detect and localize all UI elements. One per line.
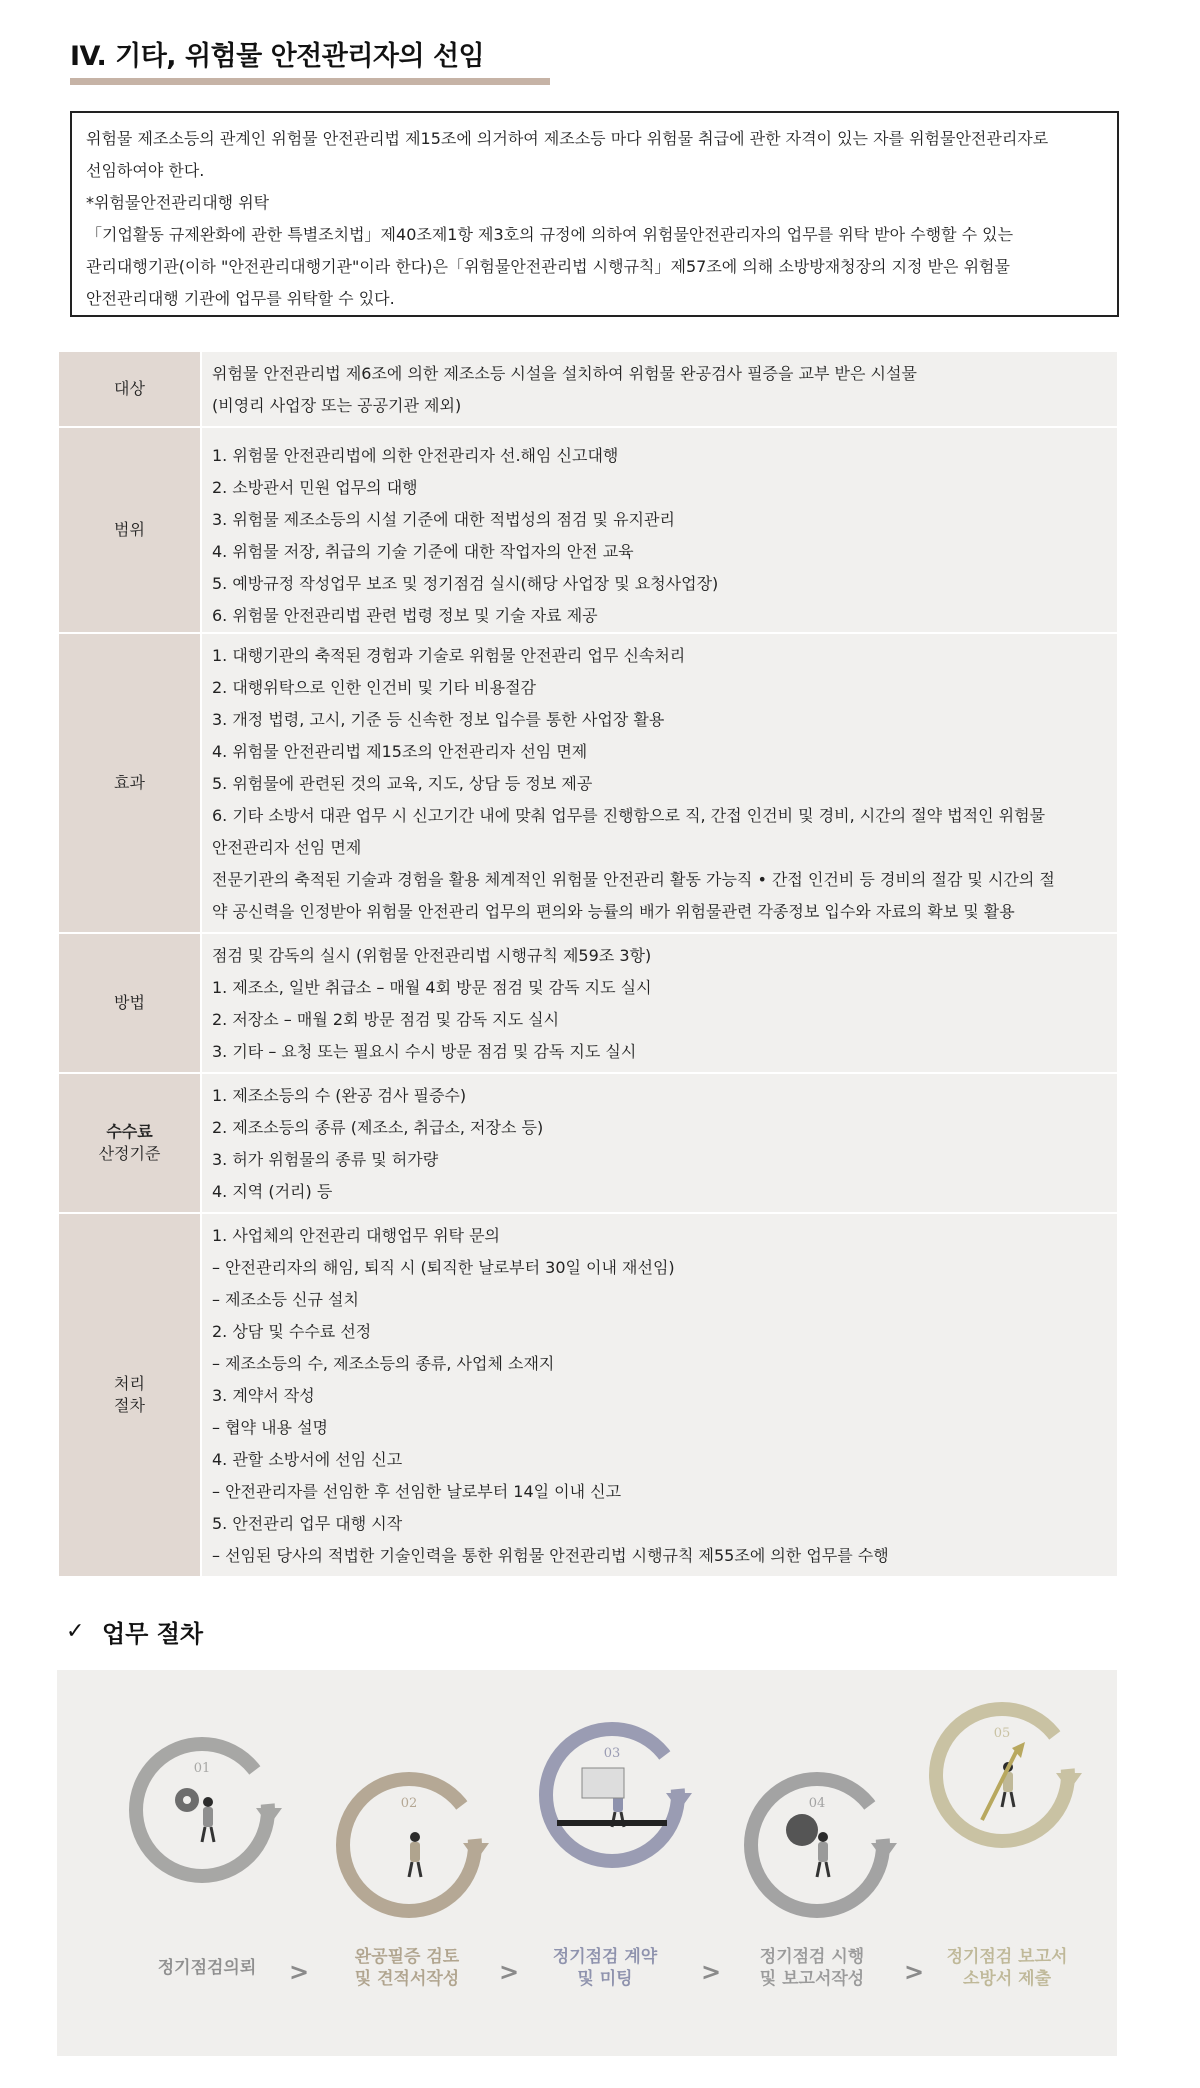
content-line: 3. 개정 법령, 고시, 기준 등 신속한 정보 입수를 통한 사업장 활용 bbox=[212, 710, 665, 729]
step-ring-gap bbox=[665, 1755, 678, 1789]
figure-leg-icon bbox=[211, 1827, 214, 1842]
checkmark-icon: ✓ bbox=[66, 1619, 85, 1644]
content-line: (비영리 사업장 또는 공공기관 제외) bbox=[212, 396, 462, 415]
figure-leg-icon bbox=[826, 1862, 829, 1877]
gear-hole-icon bbox=[183, 1796, 191, 1804]
content-line: 2. 상담 및 수수료 선정 bbox=[212, 1322, 372, 1341]
intro-line: 「기업활동 규제완화에 관한 특별조치법」제40조제1항 제3호의 규정에 의하여 위험물안전관리자의 업무를 위탁 받아 수행할 수 있는 bbox=[86, 225, 1014, 244]
step-label: 정기점검 시행 bbox=[759, 1947, 865, 1967]
step-label: 정기점검 보고서 bbox=[946, 1947, 1068, 1967]
content-line: 4. 지역 (거리) 등 bbox=[212, 1182, 333, 1201]
content-line: 안전관리자 선임 면제 bbox=[212, 838, 362, 857]
page-title: IV. 기타, 위험물 안전관리자의 선임 bbox=[70, 41, 485, 72]
figure-leg-icon bbox=[418, 1862, 421, 1877]
content-line: 6. 기타 소방서 대관 업무 시 신고기간 내에 맞춰 업무를 진행함으로 직, 간접 인건비 및 경비, 시간의 절약 법적인 위험물 bbox=[212, 806, 1046, 825]
intro-line: 위험물 제조소등의 관계인 위험물 안전관리법 제15조에 의거하여 제조소등 마다 위험물 취급에 관한 자격이 있는 자를 위험물안전관리자로 bbox=[86, 129, 1049, 148]
row-label-line: 산정기준 bbox=[98, 1144, 161, 1163]
figure-leg-icon bbox=[1002, 1792, 1005, 1807]
content-line: 5. 안전관리 업무 대행 시작 bbox=[212, 1514, 403, 1533]
content-line: 전문기관의 축적된 기술과 경험을 활용 체계적인 위험물 안전관리 활동 가능직 • 간접 인건비 등 경비의 절감 및 시간의 절 bbox=[212, 870, 1055, 889]
process-step-01 bbox=[136, 1744, 282, 1978]
step-number: 03 bbox=[603, 1746, 621, 1761]
chevron-right-icon: > bbox=[288, 1958, 310, 1986]
content-line: 3. 허가 위험물의 종류 및 허가량 bbox=[212, 1150, 439, 1169]
content-line: 1. 대행기관의 축적된 경험과 기술로 위험물 안전관리 업무 신속처리 bbox=[212, 646, 686, 665]
content-line: 5. 위험물에 관련된 것의 교육, 지도, 상담 등 정보 제공 bbox=[212, 774, 593, 793]
process-panel bbox=[57, 1670, 1117, 2056]
intro-box bbox=[70, 111, 1119, 317]
section-heading-text: 업무 절차 bbox=[102, 1620, 204, 1648]
content-line: 2. 저장소 – 매월 2회 방문 점검 및 감독 지도 실시 bbox=[212, 1010, 560, 1029]
row-label-line: 절차 bbox=[114, 1396, 145, 1415]
content-line: 1. 제조소, 일반 취급소 – 매월 4회 방문 점검 및 감독 지도 실시 bbox=[212, 978, 652, 997]
content-line: 2. 소방관서 민원 업무의 대행 bbox=[212, 478, 418, 497]
figure-body-icon bbox=[410, 1842, 420, 1862]
content-line: 2. 대행위탁으로 인한 인건비 및 기타 비용절감 bbox=[212, 678, 536, 697]
section-heading bbox=[66, 1614, 203, 1649]
row-content bbox=[200, 1214, 1117, 1576]
step-label: 및 보고서작성 bbox=[759, 1969, 865, 1989]
step-label: 정기점검 계약 bbox=[552, 1947, 658, 1967]
step-label: 정기점검의뢰 bbox=[157, 1958, 257, 1978]
figure-leg-icon bbox=[202, 1827, 205, 1842]
content-line: 위험물 안전관리법 제6조에 의한 제조소등 시설을 설치하여 위험물 완공검사 필증을 교부 받은 시설물 bbox=[212, 364, 917, 383]
step-ring-gap bbox=[1055, 1735, 1068, 1769]
row-label bbox=[59, 1074, 200, 1212]
step-ring-gap bbox=[462, 1805, 475, 1839]
content-line: – 제조소등의 수, 제조소등의 종류, 사업체 소재지 bbox=[212, 1354, 555, 1373]
content-line: 3. 기타 – 요청 또는 필요시 수시 방문 점검 및 감독 지도 실시 bbox=[212, 1042, 637, 1061]
content-line: 약 공신력을 인정받아 위험물 안전관리 업무의 편의와 능률의 배가 위험물관련 각종정보 입수와 자료의 확보 및 활용 bbox=[212, 902, 1015, 921]
content-line: 4. 위험물 저장, 취급의 기술 기준에 대한 작업자의 안전 교육 bbox=[212, 542, 634, 561]
content-line: 1. 제조소등의 수 (완공 검사 필증수) bbox=[212, 1086, 467, 1105]
intro-line: 선임하여야 한다. bbox=[86, 161, 205, 180]
row-label-line: 처리 bbox=[114, 1374, 145, 1393]
info-table bbox=[59, 352, 1117, 1578]
step-ring-gap bbox=[870, 1805, 883, 1839]
table-row-target bbox=[59, 352, 1117, 428]
row-label: 방법 bbox=[59, 934, 200, 1072]
process-step-04 bbox=[751, 1779, 897, 1989]
content-line: 점검 및 감독의 실시 (위험물 안전관리법 시행규칙 제59조 3항) bbox=[212, 946, 652, 965]
row-content bbox=[200, 634, 1117, 932]
step-number: 01 bbox=[193, 1761, 211, 1776]
content-line: – 선임된 당사의 적법한 기술인력을 통한 위험물 안전관리법 시행규칙 제55조에 의한 업무를 수행 bbox=[212, 1546, 889, 1565]
process-step-05 bbox=[936, 1709, 1082, 1989]
row-content bbox=[200, 934, 1117, 1072]
figure-head-icon bbox=[203, 1797, 213, 1807]
content-line: – 안전관리자를 선임한 후 선임한 날로부터 14일 이내 신고 bbox=[212, 1482, 622, 1501]
figure-body-icon bbox=[818, 1842, 828, 1862]
step-label: 완공필증 검토 bbox=[354, 1947, 460, 1967]
content-line: – 안전관리자의 해임, 퇴직 시 (퇴직한 날로부터 30일 이내 재선임) bbox=[212, 1258, 675, 1277]
step-ring-gap bbox=[255, 1770, 268, 1804]
figure-head-icon bbox=[410, 1832, 420, 1842]
intro-line: *위험물안전관리대행 위탁 bbox=[86, 193, 270, 212]
content-line: 3. 위험물 제조소등의 시설 기준에 대한 적법성의 점검 및 유지관리 bbox=[212, 510, 675, 529]
row-content bbox=[200, 428, 1117, 632]
chevron-right-icon: > bbox=[498, 1958, 520, 1986]
row-content bbox=[200, 352, 1117, 426]
desk-icon bbox=[557, 1820, 667, 1826]
content-line: 1. 사업체의 안전관리 대행업무 위탁 문의 bbox=[212, 1226, 500, 1245]
row-label: 대상 bbox=[59, 352, 200, 426]
content-line: 4. 위험물 안전관리법 제15조의 안전관리자 선임 면제 bbox=[212, 742, 588, 761]
content-line: 6. 위험물 안전관리법 관련 법령 정보 및 기술 자료 제공 bbox=[212, 606, 598, 625]
row-label-line: 수수료 bbox=[106, 1122, 153, 1141]
step-label: 소방서 제출 bbox=[962, 1969, 1052, 1989]
process-step-02 bbox=[343, 1779, 489, 1989]
table-row-fee bbox=[59, 1074, 1117, 1214]
row-label: 효과 bbox=[59, 634, 200, 932]
figure-leg-icon bbox=[1011, 1792, 1014, 1807]
content-line: 1. 위험물 안전관리법에 의한 안전관리자 선.해임 신고대행 bbox=[212, 446, 619, 465]
step-label: 및 견적서작성 bbox=[354, 1969, 460, 1989]
monitor-icon bbox=[582, 1768, 624, 1798]
process-diagram bbox=[57, 1670, 1117, 2056]
intro-line: 관리대행기관(이하 "안전관리대행기관"이라 한다)은「위험물안전관리법 시행규칙」제57조에 의해 소방방재청장의 지정 받은 위험물 bbox=[86, 257, 1010, 276]
table-row-effects bbox=[59, 634, 1117, 934]
row-label: 범위 bbox=[59, 428, 200, 632]
figure-leg-icon bbox=[409, 1862, 412, 1877]
boulder-icon bbox=[786, 1814, 818, 1846]
figure-body-icon bbox=[203, 1807, 213, 1827]
figure-leg-icon bbox=[817, 1862, 820, 1877]
intro-line: 안전관리대행 기관에 업무를 위탁할 수 있다. bbox=[86, 289, 395, 308]
content-line: – 제조소등 신규 설치 bbox=[212, 1290, 359, 1309]
content-line: 2. 제조소등의 종류 (제조소, 취급소, 저장소 등) bbox=[212, 1118, 544, 1137]
content-line: 5. 예방규정 작성업무 보조 및 정기점검 실시(해당 사업장 및 요청사업장) bbox=[212, 574, 719, 593]
table-row-method bbox=[59, 934, 1117, 1074]
step-label: 및 미팅 bbox=[577, 1969, 633, 1989]
chevron-right-icon: > bbox=[700, 1958, 722, 1986]
step-number: 04 bbox=[808, 1796, 826, 1811]
figure-head-icon bbox=[818, 1832, 828, 1842]
step-number: 02 bbox=[400, 1796, 418, 1811]
content-line: – 협약 내용 설명 bbox=[212, 1418, 328, 1437]
content-line: 4. 관할 소방서에 선임 신고 bbox=[212, 1450, 403, 1469]
content-line: 3. 계약서 작성 bbox=[212, 1386, 315, 1405]
table-row-scope bbox=[59, 428, 1117, 634]
chevron-right-icon: > bbox=[903, 1958, 925, 1986]
title-underline bbox=[70, 78, 550, 85]
row-label bbox=[59, 1214, 200, 1576]
step-number: 05 bbox=[993, 1726, 1011, 1741]
row-content bbox=[200, 1074, 1117, 1212]
table-row-procedure bbox=[59, 1214, 1117, 1578]
